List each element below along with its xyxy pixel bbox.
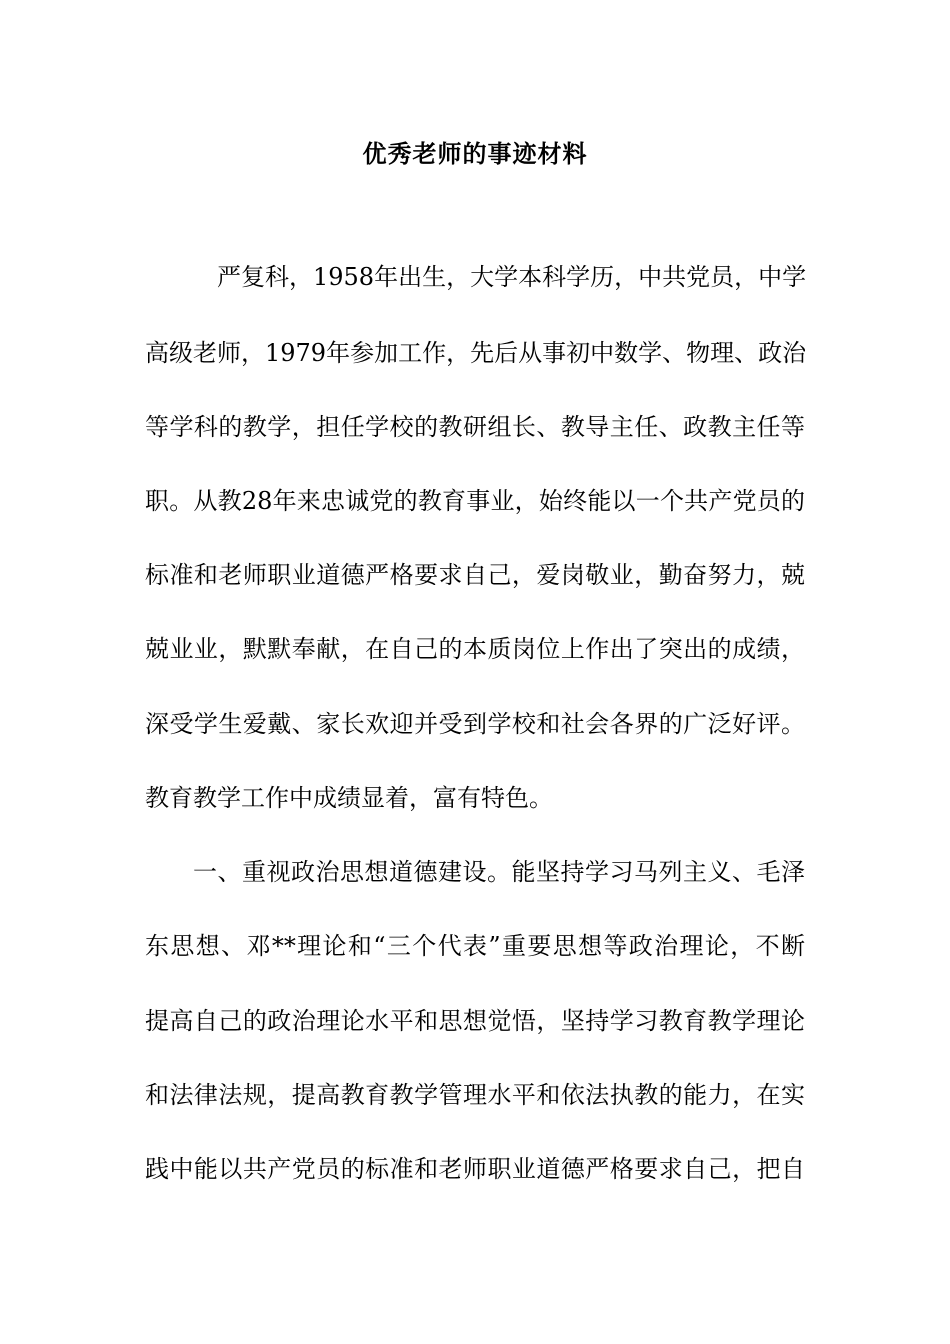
document-title: 优秀老师的事迹材料: [362, 139, 588, 168]
paragraph-line: 兢业业，默默奉献，在自己的本质岗位上作出了突出的成绩，: [145, 635, 805, 663]
paragraph-line: 严复科，1958年出生，大学本科学历，中共党员，中学: [217, 263, 807, 291]
paragraph-line: 深受学生爱戴、家长欢迎并受到学校和社会各界的广泛好评。: [145, 710, 805, 738]
paragraph-line: 和法律法规，提高教育教学管理水平和依法执教的能力，在实: [145, 1081, 805, 1109]
paragraph-line: 践中能以共产党员的标准和老师职业道德严格要求自己，把自: [145, 1155, 805, 1183]
paragraph-line: 教育教学工作中成绩显着，富有特色。: [145, 784, 553, 812]
paragraph-line: 职。从教28年来忠诚党的教育事业，始终能以一个共产党员的: [145, 487, 805, 515]
paragraph-line: 高级老师，1979年参加工作，先后从事初中数学、物理、政治: [145, 339, 807, 367]
paragraph-line: 标准和老师职业道德严格要求自己，爱岗敬业，勤奋努力，兢: [145, 561, 805, 589]
paragraph-line: 一、重视政治思想道德建设。能坚持学习马列主义、毛泽: [193, 858, 805, 886]
paragraph-line: 等学科的教学，担任学校的教研组长、教导主任、政教主任等: [145, 413, 805, 441]
paragraph-line: 提高自己的政治理论水平和思想觉悟，坚持学习教育教学理论: [145, 1007, 805, 1035]
paragraph-line: 东思想、邓**理论和“三个代表”重要思想等政治理论，不断: [145, 932, 805, 960]
